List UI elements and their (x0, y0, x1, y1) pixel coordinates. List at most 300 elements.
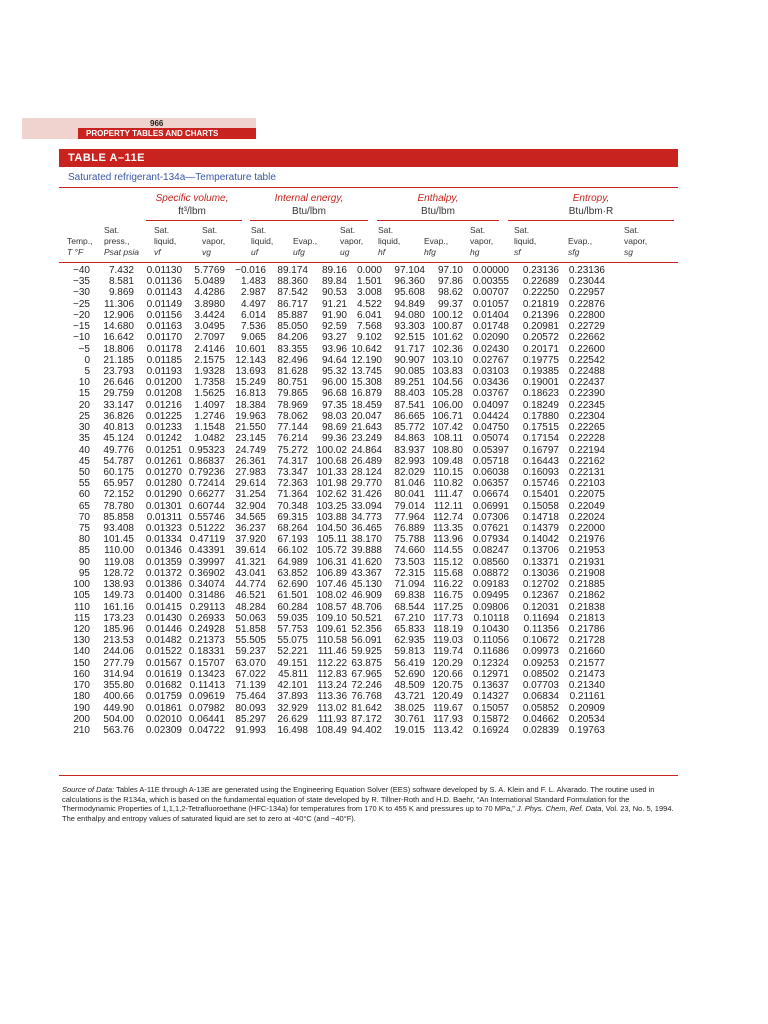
table-row (62, 590, 605, 601)
table-cell: 1.9328 (194, 365, 225, 377)
table-cell: 115.12 (433, 556, 463, 568)
table-cell: 0.22957 (568, 287, 605, 299)
table-title: TABLE A–11E (59, 149, 678, 167)
table-cell: 31.426 (351, 489, 382, 501)
table-cell: 69.838 (394, 590, 425, 602)
table-cell: 48.706 (351, 601, 382, 613)
table-cell: 92.515 (394, 332, 425, 344)
col-header-sf: Sat. liquid, sf (514, 225, 537, 257)
table-cell: 0.21931 (568, 556, 605, 568)
table-cell: 82.496 (277, 354, 308, 366)
table-row (62, 445, 605, 456)
table-cell: 90 (78, 556, 90, 568)
table-cell: 115.68 (433, 567, 463, 579)
table-cell: 85.887 (277, 309, 308, 321)
table-cell: 185.96 (103, 624, 134, 635)
table-cell: 0.01163 (146, 321, 182, 333)
table-cell: 0.01136 (146, 276, 182, 288)
table-cell: 113.24 (317, 680, 347, 692)
table-cell: 96.360 (394, 276, 425, 288)
table-cell: 0.03436 (472, 377, 509, 389)
table-cell: 106.89 (316, 567, 347, 579)
table-cell: 190 (73, 702, 90, 714)
table-cell: 0.23044 (568, 276, 605, 288)
table-cell: 112.83 (317, 668, 347, 680)
table-cell: 0.06834 (522, 691, 559, 703)
table-cell: 63.875 (351, 657, 382, 669)
table-row (62, 725, 605, 736)
col-header-press: Sat. press., Psat psia (104, 225, 139, 257)
table-cell: 0.07306 (472, 511, 509, 523)
col-header-sg: Sat. vapor, sg (624, 225, 648, 257)
table-cell: 75.464 (235, 691, 266, 703)
table-cell: 93.408 (103, 523, 134, 535)
table-cell: 119.67 (433, 702, 463, 714)
table-cell: 78.969 (277, 399, 308, 411)
table-cell: 100.02 (316, 444, 347, 456)
group-specific-volume: Specific volume, (155, 193, 229, 204)
table-cell: 72.246 (351, 680, 382, 692)
table-cell: 10.642 (351, 343, 382, 355)
table-cell: 97.86 (437, 276, 463, 288)
table-cell: 0.06674 (472, 489, 509, 501)
table-cell: 0.22075 (568, 489, 605, 501)
table-cell: −15 (73, 321, 90, 333)
table-cell: 0.08872 (472, 567, 509, 579)
table-cell: 0.06441 (188, 713, 225, 725)
table-cell: 113.35 (433, 523, 463, 535)
table-cell: 0.21660 (568, 646, 605, 658)
table-cell: 30 (78, 422, 90, 434)
header-band (22, 118, 78, 139)
table-cell: 23.793 (103, 365, 134, 377)
table-cell: 105 (73, 590, 90, 602)
table-cell: 4.497 (240, 298, 266, 310)
table-cell: 55.505 (235, 635, 266, 647)
table-cell: 97.10 (437, 265, 463, 276)
table-cell: 85.050 (277, 321, 308, 333)
footnote (62, 785, 674, 823)
table-row (62, 624, 605, 635)
table-cell: 0.15058 (522, 500, 559, 512)
table-cell: 0.21473 (568, 668, 605, 680)
table-cell: 67.193 (277, 534, 308, 546)
table-cell: 45.130 (351, 579, 382, 591)
table-cell: 0.22194 (568, 444, 605, 456)
table-cell: 108.49 (316, 724, 347, 736)
table-cell: 95.32 (321, 365, 347, 377)
table-cell: 16.498 (277, 724, 308, 736)
table-cell: 119.03 (433, 635, 463, 647)
table-row (62, 321, 605, 332)
table-cell: 93.303 (394, 321, 425, 333)
table-cell: 0.01334 (145, 534, 182, 546)
table-cell: 0.01178 (146, 343, 182, 355)
table-cell: 44.774 (235, 579, 266, 591)
table-cell: 91.90 (321, 309, 347, 321)
table-cell: 95 (78, 567, 90, 579)
table-cell: 117.93 (433, 713, 463, 725)
table-cell: −40 (73, 265, 90, 276)
table-cell: 3.008 (356, 287, 382, 299)
table-cell: 0.36902 (188, 567, 225, 579)
group-rule (250, 220, 368, 221)
table-cell: 0.05397 (472, 444, 509, 456)
table-cell: 51.858 (235, 624, 266, 635)
table-cell: 72.363 (277, 478, 308, 490)
table-row (62, 489, 605, 500)
table-cell: 109.61 (316, 624, 347, 635)
table-row (62, 355, 605, 366)
table-cell: 0.10118 (473, 612, 509, 624)
table-cell: 0.21908 (568, 567, 605, 579)
table-cell: 0.16443 (522, 455, 559, 467)
table-cell: 0.04424 (472, 410, 509, 422)
col-header-temp: Temp., T °F (67, 236, 93, 257)
table-cell: −0.016 (235, 265, 266, 276)
table-cell: 33.094 (351, 500, 382, 512)
table-cell: 0.22390 (568, 388, 605, 400)
table-cell: 75.788 (394, 534, 425, 546)
table-cell: 0.60744 (188, 500, 225, 512)
table-cell: 21.643 (351, 422, 382, 434)
table-cell: 99.36 (321, 433, 347, 445)
table-cell: 76.889 (394, 523, 425, 535)
table-cell: 96.68 (321, 388, 347, 400)
table-cell: 52.356 (351, 624, 382, 635)
table-cell: 75 (78, 523, 90, 535)
table-cell: 108.11 (433, 433, 463, 445)
table-cell: 0.09495 (472, 590, 509, 602)
table-cell: 160 (73, 668, 90, 680)
table-cell: 80.751 (277, 377, 308, 389)
table-cell: 0.01057 (472, 298, 509, 310)
table-cell: 105.72 (316, 545, 347, 557)
table-cell: 77.964 (394, 511, 425, 523)
table-cell: 0.22000 (568, 523, 605, 535)
table-cell: 111.93 (317, 713, 347, 725)
table-cell: 0.02767 (472, 354, 509, 366)
table-cell: 21.185 (103, 354, 134, 366)
table-cell: 100 (73, 579, 90, 591)
table-cell: 15.249 (235, 377, 266, 389)
table-cell: 0.02309 (145, 724, 182, 736)
table-cell: 59.925 (351, 646, 382, 658)
table-cell: 7.568 (356, 321, 382, 333)
table-cell: 111.47 (433, 489, 463, 501)
table-cell: 0.43391 (188, 545, 225, 557)
table-cell: 0.15872 (472, 713, 509, 725)
table-cell: 149.73 (103, 590, 134, 602)
table-cell: 1.501 (356, 276, 382, 288)
table-cell: 0.11356 (523, 624, 559, 635)
table-cell: 71.364 (277, 489, 308, 501)
table-cell: 34.773 (351, 511, 382, 523)
table-row (62, 658, 605, 669)
table-cell: 7.432 (108, 265, 134, 276)
table-cell: 19.015 (394, 724, 425, 736)
table-cell: 94.080 (394, 309, 425, 321)
table-cell: 92.59 (321, 321, 347, 333)
table-row (62, 377, 605, 388)
table-cell: 0.10672 (522, 635, 559, 647)
table-cell: 0.22437 (568, 377, 605, 389)
table-cell: 63.852 (277, 567, 308, 579)
table-cell: 86.665 (394, 410, 425, 422)
table-cell: 60.175 (103, 466, 134, 478)
table-cell: 0.23136 (568, 265, 605, 276)
table-cell: 0.01372 (145, 567, 182, 579)
table-row (62, 299, 605, 310)
table-cell: 57.753 (277, 624, 308, 635)
table-cell: 0.02430 (472, 343, 509, 355)
table-cell: 0.18623 (522, 388, 559, 400)
table-cell: 72.152 (103, 489, 134, 501)
table-cell: 200 (73, 713, 90, 725)
table-cell: 9.102 (356, 332, 382, 344)
col-header-hfg: Evap., hfg (424, 236, 449, 257)
table-cell: 75.272 (277, 444, 308, 456)
table-cell: 2.4146 (194, 343, 225, 355)
table-cell: 36.237 (235, 523, 266, 535)
table-cell: 0.01346 (145, 545, 182, 557)
table-cell: 43.367 (351, 567, 382, 579)
table-cell: 87.541 (394, 399, 425, 411)
table-cell: 0.18331 (188, 646, 225, 658)
table-cell: 0.13371 (522, 556, 559, 568)
table-cell: 33.147 (103, 399, 134, 411)
table-cell: 0.01482 (145, 635, 182, 647)
table-cell: 0.22542 (568, 354, 605, 366)
table-cell: 110.82 (433, 478, 463, 490)
table-cell: 150 (73, 657, 90, 669)
header-rule (59, 262, 678, 263)
table-cell: 355.80 (103, 680, 134, 692)
table-row (62, 602, 605, 613)
table-cell: 0.01404 (472, 309, 509, 321)
table-cell: 0.14379 (522, 523, 559, 535)
table-cell: 42.101 (277, 680, 308, 692)
table-cell: 66.102 (277, 545, 308, 557)
table-cell: 48.509 (394, 680, 425, 692)
table-cell: 0.19763 (568, 724, 605, 736)
table-cell: 0.21786 (568, 624, 605, 635)
table-cell: 117.25 (433, 601, 463, 613)
table-cell: 0.21862 (568, 590, 605, 602)
table-cell: 84.206 (277, 332, 308, 344)
table-row (62, 467, 605, 478)
table-cell: 79.014 (394, 500, 425, 512)
table-cell: 111.46 (317, 646, 347, 658)
table-cell: 79.865 (277, 388, 308, 400)
table-cell: 85.297 (235, 713, 266, 725)
table-cell: 0.22600 (568, 343, 605, 355)
table-row (62, 534, 605, 545)
table-cell: 110.00 (104, 545, 134, 557)
table-cell: 0.01446 (145, 624, 182, 635)
footnote-text-end: , Vol. 23, No. 5, 1994. The enthalpy and entropy values of saturated liquid are set to zero at -40°C (and −40°F). (62, 804, 674, 823)
table-cell: 0.13036 (522, 567, 559, 579)
section-title: PROPERTY TABLES AND CHARTS (78, 128, 256, 139)
table-row (62, 276, 605, 287)
table-cell: 21.550 (235, 422, 266, 434)
table-cell: 54.787 (103, 455, 134, 467)
table-cell: 109.10 (316, 612, 347, 624)
table-cell: 1.1548 (194, 422, 225, 434)
table-row (62, 501, 605, 512)
table-cell: 0.07934 (472, 534, 509, 546)
table-cell: 0.22345 (568, 399, 605, 411)
table-cell: 1.2746 (194, 410, 225, 422)
table-cell: 52.690 (394, 668, 425, 680)
table-cell: 110.15 (433, 466, 463, 478)
table-row (62, 703, 605, 714)
table-cell: 18.384 (235, 399, 266, 411)
table-cell: 0.21728 (568, 635, 605, 647)
table-cell: 20 (78, 399, 90, 411)
table-cell: 0.66277 (188, 489, 225, 501)
table-cell: 0.12324 (472, 657, 509, 669)
table-cell: 24.864 (351, 444, 382, 456)
table-cell: 0.01619 (145, 668, 182, 680)
table-cell: 85.858 (103, 511, 134, 523)
table-cell: 0.72414 (188, 478, 225, 490)
table-cell: 10 (78, 377, 90, 389)
table-cell: 1.0482 (194, 433, 225, 445)
table-cell: 0.26933 (188, 612, 225, 624)
table-cell: 105.28 (432, 388, 463, 400)
table-cell: 0.21161 (569, 691, 605, 703)
table-cell: 43.041 (235, 567, 266, 579)
table-cell: 59.813 (394, 646, 425, 658)
table-cell: 0.09183 (472, 579, 509, 591)
table-cell: 34.565 (235, 511, 266, 523)
table-cell: 36.465 (351, 523, 382, 535)
table-cell: 112.11 (433, 500, 463, 512)
table-cell: 0.47119 (189, 534, 225, 546)
table-cell: 0.79236 (188, 466, 225, 478)
table-cell: 105.11 (317, 534, 347, 546)
table-cell: 104.56 (432, 377, 463, 389)
table-row (62, 456, 605, 467)
bottom-rule (59, 775, 678, 776)
table-cell: 107.46 (316, 579, 347, 591)
table-cell: 0.08560 (472, 556, 509, 568)
table-cell: 24.749 (235, 444, 266, 456)
table-cell: 103.25 (316, 500, 347, 512)
table-cell: 30.761 (394, 713, 425, 725)
table-cell: 0.12971 (472, 668, 509, 680)
table-cell: 50 (78, 466, 90, 478)
table-cell: 31.254 (235, 489, 266, 501)
table-cell: 12.190 (351, 354, 382, 366)
table-cell: 97.104 (394, 265, 425, 276)
group-rule (508, 220, 674, 221)
table-cell: 15.308 (351, 377, 382, 389)
table-cell: 0.01311 (146, 511, 182, 523)
table-cell: 29.759 (103, 388, 134, 400)
table-cell: 0.01143 (146, 287, 182, 299)
table-cell: 120.49 (432, 691, 463, 703)
table-cell: 106.00 (432, 399, 463, 411)
col-header-sfg: Evap., sfg (568, 236, 593, 257)
table-cell: 69.315 (277, 511, 308, 523)
table-cell: 0.15401 (522, 489, 559, 501)
table-cell: 0.01301 (145, 500, 182, 512)
table-cell: 0.01861 (145, 702, 182, 714)
col-header-vg: Sat. vapor, vg (202, 225, 226, 257)
table-cell: 0.22131 (568, 466, 605, 478)
table-cell: 81.046 (394, 478, 425, 490)
table-cell: 61.501 (277, 590, 308, 602)
col-header-hg: Sat. vapor, hg (470, 225, 494, 257)
table-cell: 0.22250 (522, 287, 559, 299)
table-row (62, 478, 605, 489)
table-cell: 0.17880 (522, 410, 559, 422)
table-cell: 3.0495 (194, 321, 225, 333)
table-cell: 103.83 (432, 365, 463, 377)
table-cell: 90.53 (321, 287, 347, 299)
table-cell: 76.214 (277, 433, 308, 445)
table-cell: 120.66 (432, 668, 463, 680)
table-cell: 0.21838 (568, 601, 605, 613)
table-cell: 0.16093 (522, 466, 559, 478)
table-cell: 39.614 (235, 545, 266, 557)
table-cell: 0.31486 (188, 590, 225, 602)
table-cell: 0.01323 (145, 523, 182, 535)
table-cell: 103.10 (432, 354, 463, 366)
group-specific-volume-unit: ft³/lbm (178, 206, 206, 217)
table-cell: 0.01415 (145, 601, 182, 613)
table-cell: 0.01193 (146, 365, 182, 377)
table-cell: 504.00 (103, 713, 134, 725)
table-cell: 93.96 (321, 343, 347, 355)
table-cell: 60.284 (277, 601, 308, 613)
table-cell: 13.693 (235, 365, 266, 377)
table-cell: 91.717 (394, 343, 425, 355)
table-cell: 70.348 (277, 500, 308, 512)
table-row (62, 287, 605, 298)
table-cell: 180 (73, 691, 90, 703)
table-cell: 83.355 (277, 343, 308, 355)
table-cell: 0.22024 (568, 511, 605, 523)
table-cell: 3.8980 (194, 298, 225, 310)
table-cell: 52.221 (277, 646, 308, 658)
table-cell: 0.20981 (522, 321, 559, 333)
table-cell: 7.536 (240, 321, 266, 333)
table-cell: 64.989 (277, 556, 308, 568)
table-cell: 94.64 (321, 354, 347, 366)
table-cell: 0.14042 (522, 534, 559, 546)
table-cell: 113.42 (433, 724, 463, 736)
table-cell: 74.660 (394, 545, 425, 557)
table-cell: −25 (73, 298, 90, 310)
table-cell: 0.000 (356, 265, 382, 276)
table-cell: 67.022 (235, 668, 266, 680)
table-cell: 0.22228 (568, 433, 605, 445)
table-row (62, 388, 605, 399)
table-cell: 0.14327 (472, 691, 509, 703)
table-cell: −20 (73, 309, 90, 321)
table-cell: 106.71 (432, 410, 463, 422)
table-cell: 0.39997 (188, 556, 225, 568)
table-cell: 89.251 (394, 377, 425, 389)
table-cell: 102.62 (316, 489, 347, 501)
table-cell: 449.90 (103, 702, 134, 714)
table-cell: 2.7097 (194, 332, 225, 344)
table-cell: 93.27 (321, 332, 347, 344)
table-row (62, 568, 605, 579)
